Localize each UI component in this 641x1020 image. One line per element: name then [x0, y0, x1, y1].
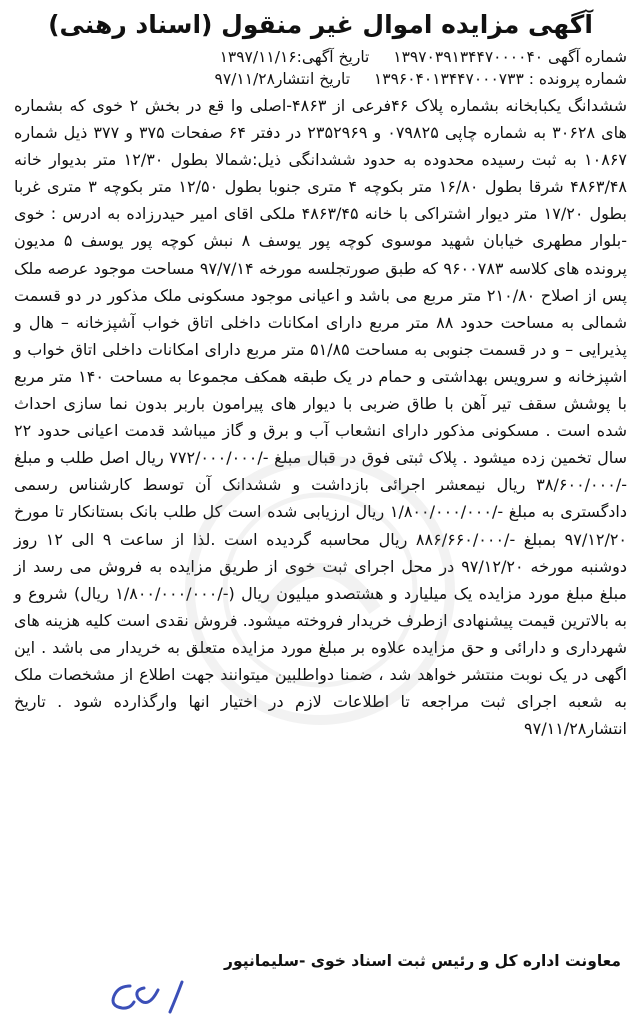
notice-number-label: شماره آگهی — [548, 48, 627, 66]
notice-title: آگهی مزایده اموال غیر منقول (اسناد رهنی) — [48, 10, 593, 39]
publish-date-label: تاریخ انتشار — [274, 70, 351, 88]
signature: معاونت اداره کل و رئیس ثبت اسناد خوی -سلیمانپور — [224, 952, 621, 970]
file-number: ۱۳۹۶۰۴۰۱۳۴۴۷۰۰۰۷۳۳ — [373, 70, 524, 88]
notice-number-line — [14, 46, 627, 68]
file-number-label: شماره پرونده : — [528, 70, 627, 88]
publish-date: ۹۷/۱۱/۲۸ — [214, 70, 275, 88]
notice-date-label: تاریخ آگهی: — [296, 48, 370, 66]
notice-date: ۱۳۹۷/۱۱/۱۶ — [219, 48, 297, 66]
handwritten-number-mark — [100, 976, 190, 1016]
notice-number: ۱۳۹۷۰۳۹۱۳۴۴۷۰۰۰۰۴۰ — [393, 48, 544, 66]
file-number-line — [14, 68, 627, 90]
notice-body: ششدانگ یکبابخانه بشماره پلاک ۴۶فرعی از ۴۸۶۳-اصلی وا قع در بخش ۲ خوی که بشماره های ۳۰۶۲۸ به شماره چاپی ۰۷۹۸۲۵ و ۲۳۵۲۹۶۹ در دفتر ۶۴ صفحات ۳۷۵ و ۳۷۷ ذیل شماره ۱۰۸۶۷ به ثبت رسیده محدوده به حدود ششدانگی ذیل:شمالا بطول ۱۲/۳۰ متر بدیوار خانه ۴۸۶۳/۴۸ شرقا بطول ۱۶/۸۰ متر بکوچه ۴ متری جنوبا بطول ۱۲/۵۰ متر بکوچه ۳ متری غربا بطول ۱۷/۲۰ متر دیوار اشتراکی با خانه ۴۸۶۳/۴۵ ملکی اقای امیر حیدرزاده به ادرس : خوی -بلوار مطهری خیابان شهید موسوی کوچه پور یوسف ۸ نبش کوچه پور یوسف ۵ مدیون پرونده های کلاسه ۹۶۰۰۷۸۳ که طبق صورتجلسه مورخه ۹۷/۷/۱۴ مساحت موجود عرصه ملک پس از اصلاح ۲۱۰/۸۰ متر مربع می باشد و اعیانی موجود مسکونی ملک مذکور در دو قسمت شمالی به مساحت حدود ۸۸ متر مربع دارای امکانات داخلی اتاق خواب آشپزخانه – هال و پذیرایی – و در قسمت جنوبی به مساحت ۵۱/۸۵ متر مربع دارای امکانات داخلی اتاق خواب و اشپزخانه و سرویس بهداشتی و حمام در یک طبقه همکف مجموعا به مساحت ۱۴۰ متر مربع با پوشش سقف تیر آهن با طاق ضربی با دیوار های پیرامون باربر بدون نما سازی احداث شده است . مسکونی مذکور دارای انشعاب آب و برق و گاز میباشد قدمت اعیانی حدود ۲۲ سال تخمین زده میشود . پلاک ثبتی فوق در قبال مبلغ -/۷۷۲/۰۰۰/۰۰۰ ریال اصل طلب و مبلغ -/۳۸/۶۰۰/۰۰۰ ریال نیمعشر اجرائی بازداشت و ششدانک آن توسط کارشناس رسمی دادگستری به مبلغ -/۱/۸۰۰/۰۰۰/۰۰۰ ریال ارزیابی شده است کل طلب بانک بستانکار تا مورخ ۹۷/۱۲/۲۰ بمبلغ -/۸۸۶/۶۶۰/۰۰۰ ریال محاسبه گردیده است .لذا از ساعت ۹ الی ۱۲ روز دوشنبه مورخه ۹۷/۱۲/۲۰ در محل اجرای ثبت خوی از طریق مزایده به فروش می رسد از مبلغ مبلغ مورد مزایده یک میلیارد و هشتصدو میلیون ریال (-/۱/۸۰۰/۰۰۰/۰۰۰ ریال) شروع و به بالاترین قیمت پیشنهادی ازطرف خریدار فروخته میشود. فروش نقدی است کلیه هزینه های شهرداری و دارائی و حق مزایده علاوه بر مبلغ مورد مزایده متعلق به خریدار می باشد . این اگهی در یک نوبت منتشر خواهد شد ، ضمنا دواطلبین میتوانند جهت اطلاع از مشخصات ملک به شعبه اجرای ثبت مراجعه تا اطلاعات لازم در اختیار انها وارگذارده شود . تاریخ انتشار۹۷/۱۱/۲۸ — [14, 96, 628, 739]
